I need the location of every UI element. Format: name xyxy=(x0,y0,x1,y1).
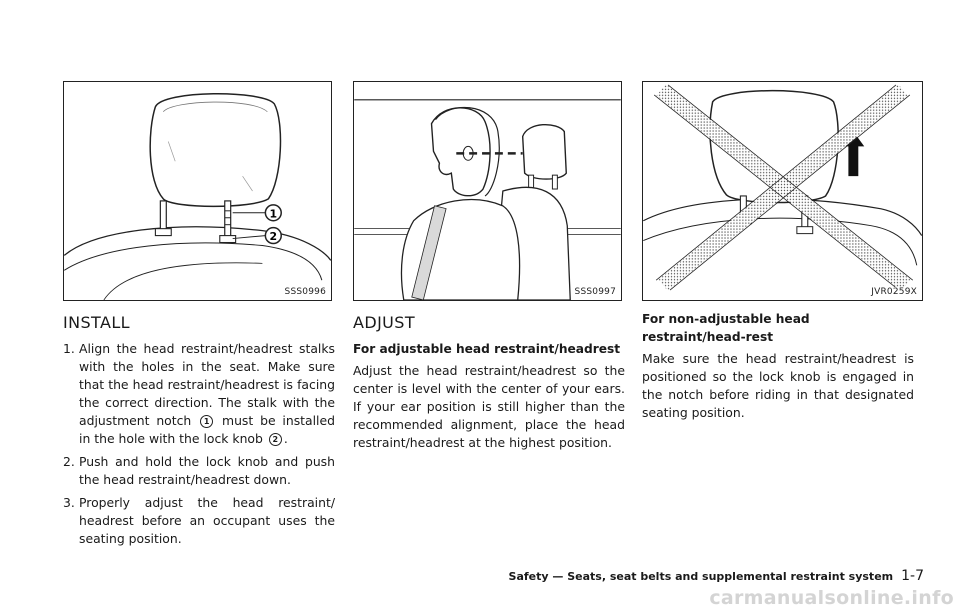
step-text: Push and hold the lock knob and push the head restraint/headrest down. xyxy=(79,454,335,487)
footer-section-title: Safety — Seats, seat belts and supplemental restraint system xyxy=(508,570,894,583)
callout-2-icon: 2 xyxy=(269,433,282,446)
adjust-body: Adjust the head restraint/headrest so the center is level with the center of your ears. If your ear position is still higher than the recommended alignment, place the head restraint/headrest at the highest position. xyxy=(353,363,625,450)
svg-text:1: 1 xyxy=(269,207,278,221)
step-number: 1. xyxy=(63,341,75,356)
svg-text:2: 2 xyxy=(269,230,278,244)
install-step-3 xyxy=(63,494,335,548)
callout-1-icon: 1 xyxy=(200,415,213,428)
page-footer xyxy=(509,568,924,584)
nonadjust-body: Make sure the head restraint/headrest is positioned so the lock knob is engaged in the notch before riding in that designated seating position. xyxy=(642,351,914,420)
figure-code: JVR0259X xyxy=(871,287,917,297)
install-heading: INSTALL xyxy=(63,313,130,332)
headrest-incorrect-illustration xyxy=(643,82,922,300)
install-step-1 xyxy=(63,340,335,448)
adjust-section xyxy=(353,314,625,452)
adjust-heading: ADJUST xyxy=(353,313,416,332)
install-section xyxy=(63,314,335,553)
figure-code: SSS0997 xyxy=(574,287,616,297)
install-step-2 xyxy=(63,453,335,489)
step-text: . xyxy=(283,431,288,446)
figure-code: SSS0996 xyxy=(284,287,326,297)
step-number: 3. xyxy=(63,495,75,510)
step-text: Align the head restraint/headrest stalks with the holes in the seat. Make sure that the head restraint/headrest is facing the correct direction. The stalk with the adjustment notch xyxy=(79,341,335,428)
nonadjust-section xyxy=(642,310,914,422)
watermark: carmanualsonline.info xyxy=(709,587,954,609)
nonadjust-subheading: For non-adjustable head restraint/head-rest xyxy=(642,312,810,344)
step-text: Properly adjust the head restraint/ headrest before an occupant uses the seating position. xyxy=(79,495,335,546)
page-number: 1-7 xyxy=(901,568,924,584)
adjust-subheading: For adjustable head restraint/headrest xyxy=(353,342,621,356)
occupant-headrest-illustration xyxy=(354,82,621,300)
headrest-install-illustration xyxy=(64,82,331,300)
figure-install xyxy=(63,81,332,301)
install-steps xyxy=(63,340,335,548)
figure-nonadjust xyxy=(642,81,923,301)
step-text: must be installed in the hole with the lock knob xyxy=(79,413,335,446)
step-number: 2. xyxy=(63,454,75,469)
figure-adjust xyxy=(353,81,622,301)
